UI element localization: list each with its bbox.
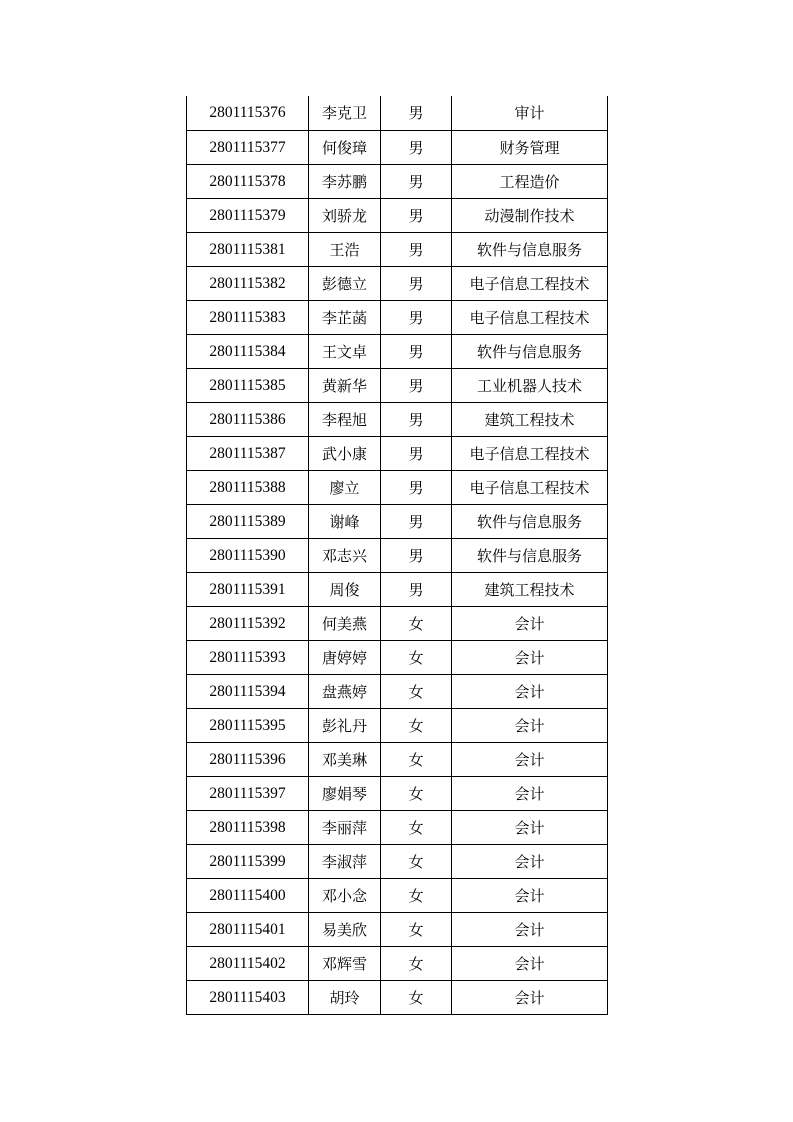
student-roster-table [186,96,608,1015]
student-id-cell: 2801115402 [187,947,309,981]
student-id-cell: 2801115403 [187,981,309,1015]
student-id-cell: 2801115388 [187,471,309,505]
gender-cell: 男 [381,301,452,335]
gender-cell: 女 [381,675,452,709]
major-cell: 会计 [452,675,608,709]
table-row [187,913,608,947]
table-row [187,573,608,607]
gender-cell: 女 [381,981,452,1015]
major-cell: 软件与信息服务 [452,335,608,369]
student-name-cell: 李程旭 [309,403,381,437]
gender-cell: 女 [381,811,452,845]
student-id-cell: 2801115377 [187,131,309,165]
major-cell: 建筑工程技术 [452,403,608,437]
student-id-cell: 2801115396 [187,743,309,777]
table-row [187,947,608,981]
student-id-cell: 2801115391 [187,573,309,607]
student-id-cell: 2801115390 [187,539,309,573]
table-row [187,131,608,165]
major-cell: 建筑工程技术 [452,573,608,607]
major-cell: 审计 [452,96,608,131]
student-id-cell: 2801115385 [187,369,309,403]
major-cell: 会计 [452,743,608,777]
gender-cell: 男 [381,233,452,267]
student-name-cell: 王浩 [309,233,381,267]
student-id-cell: 2801115392 [187,607,309,641]
table-row [187,335,608,369]
student-name-cell: 廖立 [309,471,381,505]
gender-cell: 女 [381,743,452,777]
major-cell: 会计 [452,811,608,845]
student-name-cell: 邓美琳 [309,743,381,777]
table-row [187,777,608,811]
table-row [187,301,608,335]
student-name-cell: 胡玲 [309,981,381,1015]
major-cell: 会计 [452,845,608,879]
major-cell: 会计 [452,777,608,811]
gender-cell: 男 [381,471,452,505]
major-cell: 会计 [452,641,608,675]
gender-cell: 男 [381,335,452,369]
major-cell: 软件与信息服务 [452,505,608,539]
table-row [187,233,608,267]
student-id-cell: 2801115387 [187,437,309,471]
student-name-cell: 李芷菡 [309,301,381,335]
major-cell: 电子信息工程技术 [452,267,608,301]
student-id-cell: 2801115393 [187,641,309,675]
student-id-cell: 2801115376 [187,96,309,131]
student-name-cell: 李丽萍 [309,811,381,845]
gender-cell: 女 [381,709,452,743]
gender-cell: 男 [381,165,452,199]
table-row [187,437,608,471]
student-name-cell: 何俊璋 [309,131,381,165]
major-cell: 工程造价 [452,165,608,199]
major-cell: 会计 [452,607,608,641]
student-name-cell: 邓辉雪 [309,947,381,981]
student-id-cell: 2801115398 [187,811,309,845]
gender-cell: 女 [381,607,452,641]
gender-cell: 男 [381,199,452,233]
student-name-cell: 邓志兴 [309,539,381,573]
gender-cell: 男 [381,131,452,165]
student-id-cell: 2801115399 [187,845,309,879]
student-id-cell: 2801115382 [187,267,309,301]
major-cell: 软件与信息服务 [452,539,608,573]
table-row [187,675,608,709]
table-row [187,607,608,641]
student-name-cell: 谢峰 [309,505,381,539]
major-cell: 会计 [452,947,608,981]
student-id-cell: 2801115400 [187,879,309,913]
table-row [187,471,608,505]
student-id-cell: 2801115378 [187,165,309,199]
major-cell: 会计 [452,913,608,947]
table-row [187,981,608,1015]
major-cell: 会计 [452,981,608,1015]
major-cell: 工业机器人技术 [452,369,608,403]
student-name-cell: 廖娟琴 [309,777,381,811]
table-row [187,743,608,777]
student-name-cell: 刘骄龙 [309,199,381,233]
student-name-cell: 唐婷婷 [309,641,381,675]
student-name-cell: 李苏鹏 [309,165,381,199]
major-cell: 电子信息工程技术 [452,437,608,471]
gender-cell: 男 [381,437,452,471]
student-id-cell: 2801115401 [187,913,309,947]
major-cell: 会计 [452,879,608,913]
gender-cell: 男 [381,369,452,403]
table-row [187,369,608,403]
student-id-cell: 2801115386 [187,403,309,437]
student-name-cell: 周俊 [309,573,381,607]
gender-cell: 女 [381,641,452,675]
major-cell: 财务管理 [452,131,608,165]
table-row [187,539,608,573]
gender-cell: 女 [381,879,452,913]
student-id-cell: 2801115394 [187,675,309,709]
student-name-cell: 李克卫 [309,96,381,131]
gender-cell: 男 [381,267,452,301]
table-row [187,199,608,233]
gender-cell: 男 [381,573,452,607]
student-name-cell: 盘燕婷 [309,675,381,709]
table-row [187,845,608,879]
table-row [187,641,608,675]
major-cell: 电子信息工程技术 [452,301,608,335]
student-name-cell: 何美燕 [309,607,381,641]
student-name-cell: 武小康 [309,437,381,471]
student-id-cell: 2801115379 [187,199,309,233]
gender-cell: 男 [381,539,452,573]
student-name-cell: 易美欣 [309,913,381,947]
student-name-cell: 黄新华 [309,369,381,403]
table-row [187,505,608,539]
student-id-cell: 2801115381 [187,233,309,267]
student-name-cell: 彭德立 [309,267,381,301]
major-cell: 动漫制作技术 [452,199,608,233]
major-cell: 会计 [452,709,608,743]
student-name-cell: 王文卓 [309,335,381,369]
major-cell: 软件与信息服务 [452,233,608,267]
gender-cell: 女 [381,777,452,811]
gender-cell: 女 [381,845,452,879]
table-row [187,165,608,199]
table-row [187,403,608,437]
student-id-cell: 2801115389 [187,505,309,539]
table-row [187,811,608,845]
gender-cell: 男 [381,96,452,131]
student-name-cell: 李淑萍 [309,845,381,879]
gender-cell: 男 [381,505,452,539]
roster-body [187,96,608,1015]
table-row [187,96,608,131]
gender-cell: 女 [381,947,452,981]
student-id-cell: 2801115384 [187,335,309,369]
major-cell: 电子信息工程技术 [452,471,608,505]
table-row [187,879,608,913]
student-id-cell: 2801115395 [187,709,309,743]
gender-cell: 男 [381,403,452,437]
student-id-cell: 2801115383 [187,301,309,335]
student-name-cell: 彭礼丹 [309,709,381,743]
gender-cell: 女 [381,913,452,947]
table-row [187,709,608,743]
student-name-cell: 邓小念 [309,879,381,913]
student-id-cell: 2801115397 [187,777,309,811]
table-row [187,267,608,301]
